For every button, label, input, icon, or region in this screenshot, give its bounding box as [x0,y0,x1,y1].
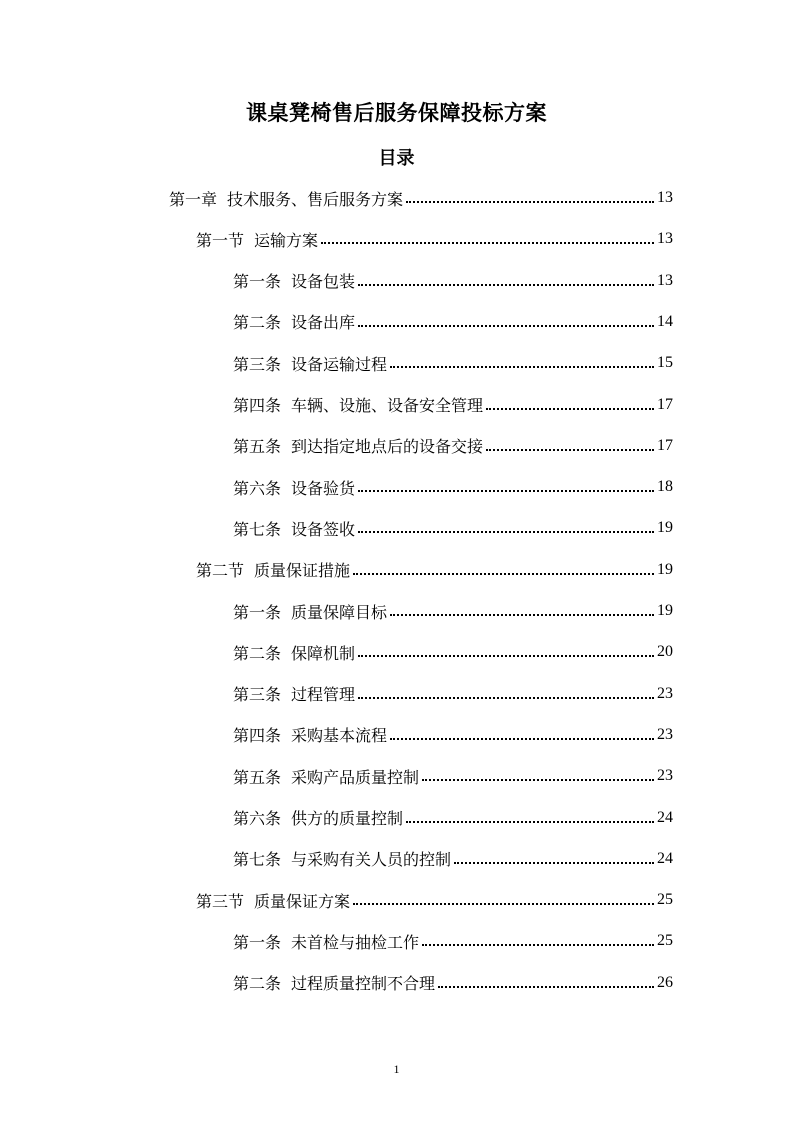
toc-entry[interactable] [196,221,673,257]
dot-leader [321,242,654,244]
toc-entry-page: 25 [657,891,673,909]
dot-leader [454,862,654,864]
toc-entry[interactable] [233,758,673,794]
toc-entry[interactable] [196,552,673,588]
dot-leader [358,325,654,327]
toc-entry-page: 17 [657,395,673,413]
toc-entry[interactable] [233,593,673,629]
dot-leader [358,284,654,286]
toc-entry-page: 23 [657,725,673,743]
toc-entry[interactable] [233,841,673,877]
dot-leader [486,449,654,451]
toc-entry-title: 采购产品质量控制 [291,767,420,787]
dot-leader [353,573,654,575]
dot-leader [390,614,654,616]
dot-leader [406,201,654,203]
dot-leader [358,531,654,533]
toc-entry-title: 与采购有关人员的控制 [291,850,452,870]
toc-entry-page: 15 [657,354,673,372]
dot-leader [353,903,654,905]
toc-entry-page: 23 [657,684,673,702]
toc-entry-title: 过程管理 [291,685,356,705]
toc-entry-page: 24 [657,849,673,867]
toc-entry-page: 23 [657,767,673,785]
toc-entry-number: 第一条 [233,602,282,622]
dot-leader [390,366,654,368]
toc-entry-title: 运输方案 [254,230,319,250]
toc-entry-title: 设备包装 [291,272,356,292]
toc-entry[interactable] [233,304,673,340]
toc-entry[interactable] [196,882,673,918]
toc-entry-title: 质量保障目标 [291,602,388,622]
toc-entry-page: 13 [657,271,673,289]
toc-entry[interactable] [169,180,673,216]
toc-entry-title: 技术服务、售后服务方案 [227,189,404,209]
toc-entry-page: 19 [657,560,673,578]
dot-leader [422,944,654,946]
toc-entry[interactable] [233,263,673,299]
toc-entry-number: 第七条 [233,519,282,539]
toc-entry-page: 14 [657,312,673,330]
toc-entry-title: 供方的质量控制 [291,809,404,828]
toc-entry[interactable] [233,965,673,1001]
toc-entry[interactable] [233,510,673,546]
toc-entry-number: 第一条 [233,272,282,292]
toc-entry[interactable] [233,923,673,959]
toc-entry-page: 19 [657,602,673,619]
dot-leader [406,821,654,823]
toc-entry-number: 第四条 [233,726,282,746]
page-number: 1 [393,1062,400,1076]
toc-entry-page: 26 [657,973,673,991]
toc-entry-number: 第三条 [233,685,282,705]
toc-entry-number: 第六条 [233,809,282,828]
toc-entry-title: 质量保证措施 [254,561,351,581]
toc-entry-title: 未首检与抽检工作 [291,932,420,952]
toc-entry-number: 第一条 [233,932,282,952]
dot-leader [358,490,654,492]
toc-entry-number: 第三节 [196,891,245,911]
toc-entry[interactable] [233,387,673,423]
toc-entry-title: 设备出库 [291,313,356,333]
dot-leader [358,697,654,699]
toc-entry-title: 保障机制 [291,643,356,663]
toc-entry[interactable] [233,345,673,381]
toc-entry-number: 第六条 [233,478,282,498]
toc-entry-number: 第一章 [169,189,218,209]
toc-entry-title: 设备验货 [291,478,356,498]
toc-entry-page: 24 [657,808,673,826]
toc-heading: 目录 [378,148,415,169]
toc-entry-page: 19 [657,519,673,537]
toc-entry-number: 第五条 [233,767,282,787]
toc-entry[interactable] [233,469,673,505]
toc-entry-title: 设备运输过程 [291,354,388,374]
toc-entry-number: 第一节 [196,230,245,250]
toc-entry-title: 到达指定地点后的设备交接 [291,437,484,457]
toc-entry-number: 第五条 [233,437,282,457]
toc-entry-number: 第四条 [233,396,282,415]
toc-entry-title: 车辆、设施、设备安全管理 [291,396,484,415]
toc-entry-number: 第二条 [233,643,282,663]
toc-entry-page: 13 [657,189,673,206]
toc-entry-title: 采购基本流程 [291,726,388,746]
toc-entry-title: 过程质量控制不合理 [291,974,436,994]
dot-leader [390,738,654,740]
toc-entry-number: 第二条 [233,974,282,994]
toc-entry-page: 20 [657,643,673,661]
dot-leader [438,986,654,988]
toc-entry[interactable] [233,634,673,670]
toc-entry-page: 17 [657,436,673,454]
toc-entry-number: 第七条 [233,850,282,870]
dot-leader [486,408,654,410]
toc-entry-title: 质量保证方案 [254,891,351,911]
dot-leader [358,655,654,657]
document-title: 课桌凳椅售后服务保障投标方案 [246,101,547,125]
toc-entry-page: 13 [657,230,673,248]
toc-entry-number: 第三条 [233,354,282,374]
toc-entry[interactable] [233,800,673,836]
toc-entry-number: 第二条 [233,313,282,333]
toc-entry-page: 18 [657,478,673,496]
toc-entry[interactable] [233,717,673,753]
toc-entry-number: 第二节 [196,561,245,581]
toc-entry-page: 25 [657,932,673,950]
toc-entry-title: 设备签收 [291,519,356,539]
toc-entry[interactable] [233,428,673,464]
dot-leader [422,779,654,781]
toc-entry[interactable] [233,676,673,712]
